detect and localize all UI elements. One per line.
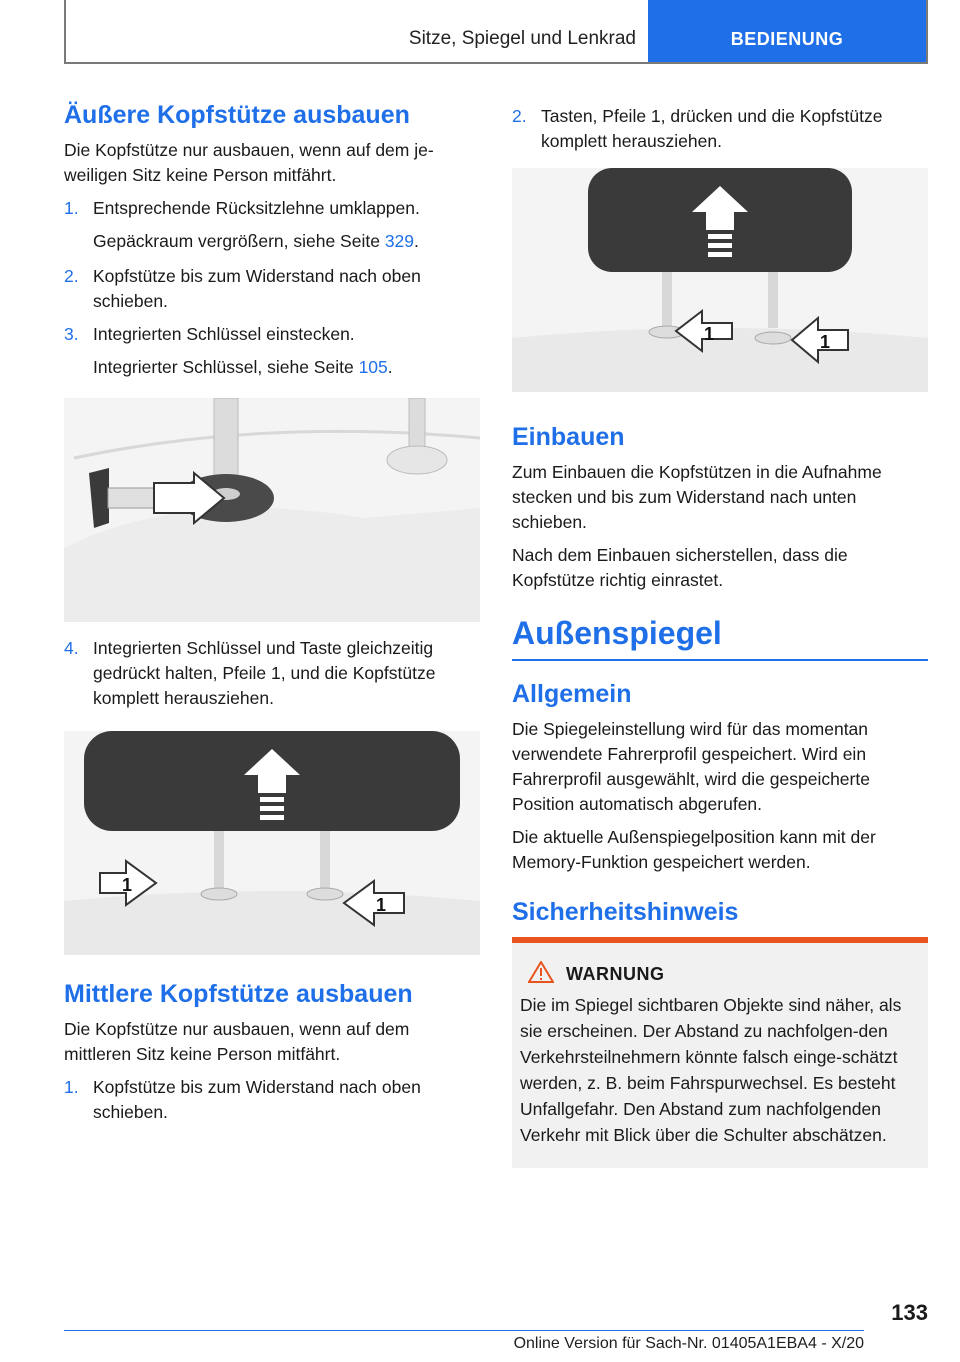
section-title: Sitze, Spiegel und Lenkrad: [408, 28, 636, 49]
illustration-key-insert: [64, 398, 480, 622]
heading-aussenspiegel: Außenspiegel: [512, 615, 722, 651]
allgemein-text-1: Die Spiegeleinstellung wird für das momentan verwendete Fahrerprofil gespeichert. Wird ein Fahrerprofil ausgewählt, wird die gespeicherte Position automatisch abgerufen.: [512, 719, 870, 814]
heading-rule: [512, 659, 928, 661]
step-4: [64, 636, 480, 711]
step-text: Tasten, Pfeile 1, drücken und die Kopfstütze komplett herausziehen.: [541, 106, 883, 151]
step-2: [64, 264, 480, 314]
warning-title: WARNUNG: [566, 964, 665, 984]
svg-text:1: 1: [376, 895, 387, 915]
online-version-note: Online Version für Sach-Nr. 01405A1EBA4 - X/20: [513, 1335, 864, 1352]
step-3-reference: Integrierter Schlüssel, siehe Seite 105.: [93, 357, 393, 377]
page-number: 133: [891, 1300, 928, 1325]
step-text: Kopfstütze bis zum Widerstand nach oben schieben.: [93, 1077, 421, 1122]
heading-outer-headrest: Äußere Kopfstütze ausbauen: [64, 101, 410, 129]
heading-sicherheitshinweis: Sicherheitshinweis: [512, 898, 739, 926]
step-number: 2.: [64, 266, 79, 286]
einbauen-text-1: Zum Einbauen die Kopfstützen in die Aufnahme stecken und bis zum Widerstand nach unten schieben.: [512, 462, 882, 532]
warning-text: Die im Spiegel sichtbaren Objekte sind näher, als sie erscheinen. Der Abstand zu nachfolgen-den Verkehrsteilnehmern könnte falsch einge-schätzt werden, z. B. beim Fahrspurwechsel. Es besteht Unfallgefahr. Den Abstand zum nachfolgenden Verkehr mit Blick über die Schulter abschätzen.: [520, 995, 902, 1145]
illustration-middle-headrest: [512, 168, 928, 392]
step-number: 3.: [64, 324, 79, 344]
step-number: 1.: [64, 1077, 79, 1097]
warning-box: [512, 937, 928, 1168]
step-1-reference: Gepäckraum vergrößern, siehe Seite 329.: [93, 231, 419, 251]
step-number: 2.: [512, 106, 527, 126]
heading-einbauen: Einbauen: [512, 423, 625, 451]
heading-allgemein: Allgemein: [512, 680, 632, 708]
intro-middle: Die Kopfstütze nur ausbauen, wenn auf dem mittleren Sitz keine Person mitfährt.: [64, 1019, 410, 1064]
svg-text:1: 1: [820, 332, 831, 352]
warning-triangle-icon: [528, 961, 554, 988]
step-text: Integrierten Schlüssel und Taste gleichzeitig gedrückt halten, Pfeile 1, und die Kopfstütze komplett herausziehen.: [93, 638, 436, 708]
step-1: [64, 196, 480, 221]
footer-rule: [64, 1330, 864, 1331]
step-text: Entsprechende Rücksitzlehne umklappen.: [93, 198, 420, 218]
step-text: Integrierten Schlüssel einstecken.: [93, 324, 355, 344]
step-3: [64, 322, 480, 347]
step-text: Kopfstütze bis zum Widerstand nach oben schieben.: [93, 266, 421, 311]
step-number: 4.: [64, 638, 79, 658]
illustration-outer-headrest: [64, 731, 480, 955]
allgemein-text-2: Die aktuelle Außenspiegelposition kann mit der Memory-Funktion gespeichert werden.: [512, 827, 876, 872]
svg-text:1: 1: [704, 324, 715, 344]
intro-outer: Die Kopfstütze nur ausbauen, wenn auf dem je-weiligen Sitz keine Person mitfährt.: [64, 140, 434, 185]
page-link-329[interactable]: 329: [384, 231, 415, 251]
svg-text:1: 1: [122, 875, 133, 895]
middle-step-1: [64, 1075, 480, 1125]
left-column: [64, 100, 480, 1133]
chapter-tab[interactable]: BEDIENUNG: [648, 0, 926, 62]
page-link-105[interactable]: 105: [358, 357, 388, 377]
einbauen-text-2: Nach dem Einbauen sicherstellen, dass die Kopfstütze richtig einrastet.: [512, 545, 848, 590]
middle-step-2: [512, 104, 928, 154]
heading-middle-headrest: Mittlere Kopfstütze ausbauen: [64, 980, 413, 1008]
warning-header: [528, 961, 920, 988]
page-header: [64, 0, 928, 64]
right-column: [512, 104, 928, 1168]
step-number: 1.: [64, 198, 79, 218]
